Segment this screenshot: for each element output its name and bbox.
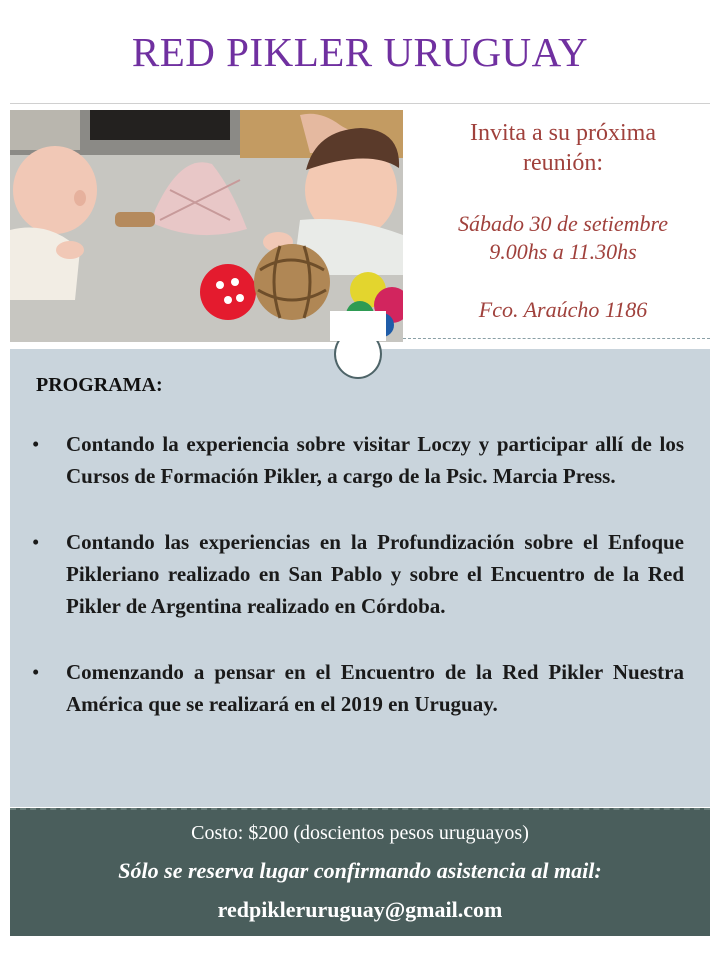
- event-datetime: [418, 210, 708, 266]
- event-address: Fco. Araúcho 1186: [478, 297, 648, 322]
- list-item: [32, 526, 684, 622]
- program-heading: PROGRAMA:: [36, 374, 163, 396]
- bullet-icon: •: [32, 432, 40, 456]
- footer-panel: [10, 808, 710, 936]
- contact-email: redpikleruruguay@gmail.com: [217, 897, 503, 922]
- reserve-text: Sólo se reserva lugar confirmando asistencia al mail:: [118, 858, 602, 883]
- list-item-text: Comenzando a pensar en el Encuentro de la Red Pikler Nuestra América que se realizará en el 2019 en Uruguay.: [66, 660, 684, 716]
- bullet-icon: •: [32, 660, 40, 684]
- cost-text: Costo: $200 (doscientos pesos uruguayos): [191, 822, 529, 844]
- invite-text: [418, 118, 708, 178]
- list-item: [32, 428, 684, 492]
- event-date: Sábado 30 de setiembre: [458, 211, 668, 236]
- flyer: [10, 0, 710, 960]
- photo-illustration: [10, 110, 403, 342]
- event-time: 9.00hs a 11.30hs: [489, 239, 637, 264]
- decorative-circle-icon: [334, 329, 382, 379]
- invite-line-1: Invita a su próxima: [470, 120, 656, 146]
- list-item-text: Contando las experiencias en la Profundización sobre el Enfoque Pikleriano realizado en San Pablo y sobre el Encuentro de la Red Pikler de Argentina realizado en Córdoba.: [66, 530, 684, 618]
- program-list: [32, 428, 684, 754]
- bullet-icon: •: [32, 530, 40, 554]
- list-item-text: Contando la experiencia sobre visitar Loczy y participar allí de los Cursos de Formación Pikler, a cargo de la Psic. Marcia Press.: [66, 432, 684, 488]
- invite-line-2: reunión:: [523, 150, 603, 176]
- dashed-divider: [403, 338, 710, 339]
- babies-playing-photo: [10, 110, 403, 342]
- page-title: RED PIKLER URUGUAY: [131, 29, 589, 75]
- divider: [10, 103, 710, 104]
- list-item: [32, 656, 684, 720]
